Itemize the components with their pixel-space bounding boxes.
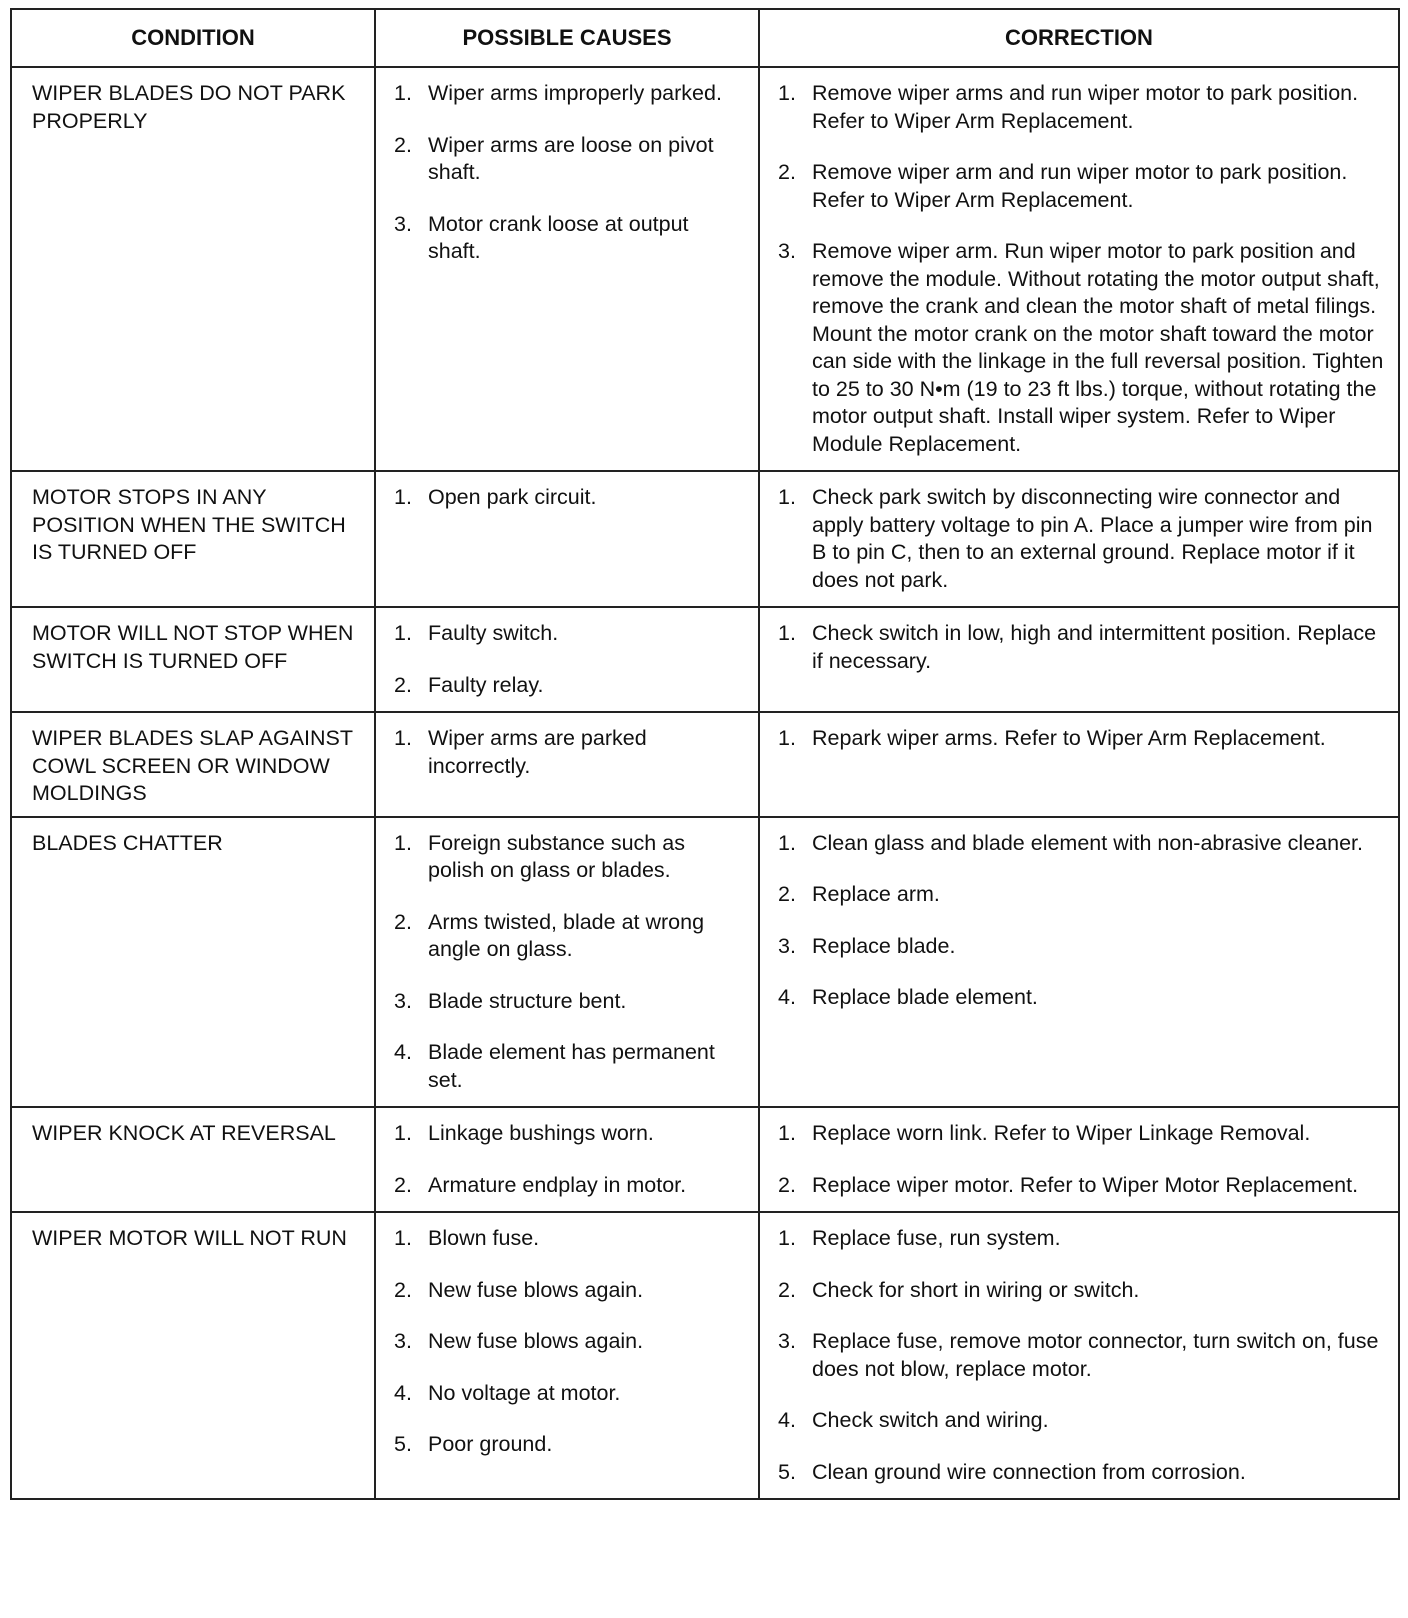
item-number: 2.: [394, 1277, 412, 1302]
item-text: Check switch in low, high and intermittent position. Replace if necessary.: [812, 621, 1377, 673]
item-text: No voltage at motor.: [428, 1380, 621, 1405]
item-number: 1.: [778, 485, 796, 509]
item-number: 3.: [778, 239, 796, 263]
item-text: Faulty relay.: [428, 672, 544, 697]
item-number: 2.: [394, 909, 412, 934]
correction-item: [778, 1225, 1384, 1253]
item-number: 5.: [394, 1432, 412, 1456]
correction-cell: [759, 471, 1399, 607]
item-text: Blade element has permanent set.: [428, 1040, 715, 1092]
cause-item: [394, 484, 744, 512]
cause-item: [394, 620, 744, 648]
cause-item: [394, 132, 744, 187]
cause-item: [394, 830, 744, 885]
table-row: [11, 1107, 1399, 1212]
cause-item: [394, 1277, 744, 1305]
correction-cell: [759, 1107, 1399, 1212]
item-text: Remove wiper arm. Run wiper motor to park position and remove the module. Without rotating the motor output shaft, remove the crank and clean the motor shaft of metal filings. Mount the motor crank on the motor shaft toward the motor can side with the linkage in the full reversal position. Tighten to 25 to 30 N•m (19 to 23 ft lbs.) torque, without rotating the motor output shaft. Install wiper system. Refer to Wiper Module Replacement.: [812, 239, 1384, 456]
cause-item: [394, 725, 744, 780]
correction-item: [778, 620, 1384, 675]
troubleshooting-document: [10, 8, 1398, 1500]
correction-item: [778, 159, 1384, 214]
table-row: [11, 1212, 1399, 1499]
condition-cell: WIPER MOTOR WILL NOT RUN: [11, 1212, 375, 1499]
correction-item: [778, 1172, 1384, 1200]
correction-cell: [759, 817, 1399, 1108]
cause-item: [394, 1328, 744, 1356]
item-number: 1.: [778, 830, 796, 855]
item-number: 1.: [778, 726, 796, 750]
item-number: 1.: [394, 81, 412, 105]
correction-item: [778, 1328, 1384, 1383]
item-text: Clean ground wire connection from corrosion.: [812, 1459, 1246, 1484]
item-number: 2.: [778, 882, 796, 906]
item-text: Blade structure bent.: [428, 988, 627, 1013]
table-row: [11, 817, 1399, 1108]
cause-cell: [375, 471, 759, 607]
item-text: Replace wiper motor. Refer to Wiper Motor Replacement.: [812, 1172, 1359, 1197]
item-number: 5.: [778, 1459, 796, 1484]
table-row: [11, 471, 1399, 607]
item-number: 2.: [394, 132, 412, 157]
item-text: Remove wiper arm and run wiper motor to park position. Refer to Wiper Arm Replacement.: [812, 160, 1348, 212]
correction-cell: [759, 607, 1399, 712]
item-text: New fuse blows again.: [428, 1329, 644, 1353]
table-row: [11, 67, 1399, 471]
correction-header: CORRECTION: [759, 9, 1399, 67]
item-text: Clean glass and blade element with non-abrasive cleaner.: [812, 830, 1363, 855]
item-number: 2.: [394, 1172, 412, 1197]
item-number: 2.: [394, 672, 412, 697]
correction-item: [778, 830, 1384, 858]
item-text: Arms twisted, blade at wrong angle on glass.: [428, 909, 705, 961]
item-number: 4.: [394, 1040, 412, 1064]
cause-item: [394, 1172, 744, 1200]
cause-cell: [375, 607, 759, 712]
item-number: 1.: [394, 1121, 412, 1145]
condition-header: CONDITION: [11, 9, 375, 67]
correction-item: [778, 1407, 1384, 1435]
item-number: 2.: [778, 160, 796, 184]
item-number: 3.: [778, 933, 796, 958]
item-text: Replace fuse, run system.: [812, 1226, 1061, 1250]
cause-item: [394, 672, 744, 700]
item-text: Replace worn link. Refer to Wiper Linkage Removal.: [812, 1121, 1311, 1145]
item-text: Blown fuse.: [428, 1226, 540, 1250]
correction-item: [778, 725, 1384, 753]
correction-item: [778, 881, 1384, 909]
condition-cell: BLADES CHATTER: [11, 817, 375, 1108]
item-text: Replace fuse, remove motor connector, turn switch on, fuse does not blow, replace motor.: [812, 1329, 1379, 1381]
item-number: 1.: [394, 830, 412, 855]
possible-causes-header: POSSIBLE CAUSES: [375, 9, 759, 67]
item-text: Wiper arms are parked incorrectly.: [428, 726, 647, 778]
condition-cell: WIPER KNOCK AT REVERSAL: [11, 1107, 375, 1212]
item-number: 1.: [778, 1121, 796, 1145]
item-text: New fuse blows again.: [428, 1277, 644, 1302]
cause-item: [394, 80, 744, 108]
correction-item: [778, 1459, 1384, 1487]
item-number: 3.: [394, 211, 412, 236]
correction-item: [778, 1277, 1384, 1305]
table-row: [11, 712, 1399, 817]
item-text: Check switch and wiring.: [812, 1408, 1049, 1432]
cause-cell: [375, 1212, 759, 1499]
item-number: 4.: [778, 1408, 796, 1432]
item-text: Wiper arms improperly parked.: [428, 81, 722, 105]
correction-item: [778, 933, 1384, 961]
item-number: 1.: [394, 1226, 412, 1250]
condition-cell: MOTOR WILL NOT STOP WHEN SWITCH IS TURNED OFF: [11, 607, 375, 712]
table-row: [11, 607, 1399, 712]
correction-item: [778, 80, 1384, 135]
condition-cell: MOTOR STOPS IN ANY POSITION WHEN THE SWITCH IS TURNED OFF: [11, 471, 375, 607]
cause-cell: [375, 817, 759, 1108]
correction-item: [778, 238, 1384, 458]
item-number: 2.: [778, 1277, 796, 1302]
cause-cell: [375, 67, 759, 471]
item-text: Foreign substance such as polish on glass or blades.: [428, 830, 685, 882]
correction-item: [778, 1120, 1384, 1148]
item-number: 1.: [394, 485, 412, 509]
cause-item: [394, 1120, 744, 1148]
item-number: 3.: [394, 1329, 412, 1353]
cause-item: [394, 1039, 744, 1094]
item-text: Poor ground.: [428, 1432, 553, 1456]
item-number: 4.: [394, 1380, 412, 1405]
cause-item: [394, 988, 744, 1016]
cause-item: [394, 909, 744, 964]
item-text: Armature endplay in motor.: [428, 1172, 687, 1197]
item-text: Check park switch by disconnecting wire connector and apply battery voltage to pin A. Place a jumper wire from pin B to pin C, then to an external ground. Replace motor if it does not park.: [812, 485, 1373, 592]
cause-item: [394, 1431, 744, 1459]
item-number: 1.: [394, 726, 412, 750]
item-text: Motor crank loose at output shaft.: [428, 211, 689, 263]
item-text: Check for short in wiring or switch.: [812, 1277, 1140, 1302]
correction-item: [778, 984, 1384, 1012]
item-number: 1.: [778, 621, 796, 645]
item-text: Replace arm.: [812, 882, 940, 906]
item-number: 3.: [778, 1329, 796, 1353]
item-text: Remove wiper arms and run wiper motor to park position. Refer to Wiper Arm Replacement.: [812, 81, 1359, 133]
item-text: Replace blade element.: [812, 985, 1038, 1009]
cause-item: [394, 211, 744, 266]
item-text: Open park circuit.: [428, 485, 597, 509]
item-text: Repark wiper arms. Refer to Wiper Arm Replacement.: [812, 726, 1326, 750]
item-number: 4.: [778, 985, 796, 1009]
condition-cell: WIPER BLADES DO NOT PARK PROPERLY: [11, 67, 375, 471]
item-number: 3.: [394, 988, 412, 1013]
item-text: Wiper arms are loose on pivot shaft.: [428, 132, 714, 184]
item-number: 1.: [394, 621, 412, 645]
item-text: Linkage bushings worn.: [428, 1121, 654, 1145]
diagnosis-table: [10, 8, 1400, 1500]
correction-item: [778, 484, 1384, 594]
item-text: Replace blade.: [812, 933, 956, 958]
condition-cell: WIPER BLADES SLAP AGAINST COWL SCREEN OR WINDOW MOLDINGS: [11, 712, 375, 817]
header-row: [11, 9, 1399, 67]
correction-cell: [759, 712, 1399, 817]
cause-cell: [375, 1107, 759, 1212]
item-number: 1.: [778, 81, 796, 105]
item-text: Faulty switch.: [428, 621, 559, 645]
cause-item: [394, 1225, 744, 1253]
correction-cell: [759, 67, 1399, 471]
correction-cell: [759, 1212, 1399, 1499]
item-number: 2.: [778, 1172, 796, 1197]
item-number: 1.: [778, 1226, 796, 1250]
cause-item: [394, 1380, 744, 1408]
cause-cell: [375, 712, 759, 817]
